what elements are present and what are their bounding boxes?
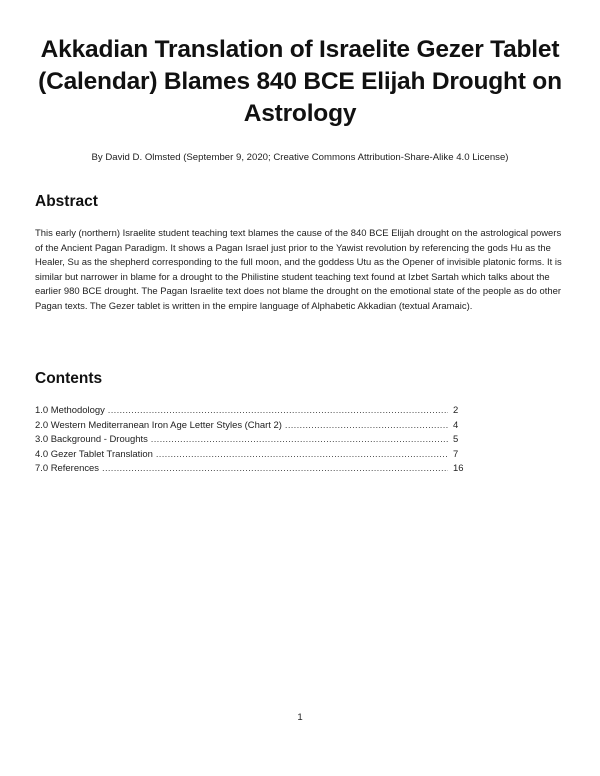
toc-dot-leader (285, 419, 448, 434)
toc-entry-methodology[interactable] (35, 404, 475, 419)
author-byline: By David D. Olmsted (September 9, 2020; Creative Commons Attribution-Share-Alike 4.0 License) (91, 152, 509, 163)
toc-entry-letter-styles[interactable] (35, 419, 475, 434)
page-number: 1 (297, 712, 303, 723)
toc-entry-page: 4 (453, 419, 459, 431)
toc-dot-leader (151, 433, 448, 448)
abstract-heading: Abstract (35, 193, 98, 210)
toc-entry-title: 3.0 Background - Droughts (35, 434, 148, 445)
contents-heading: Contents (35, 370, 103, 387)
toc-entry-page: 5 (453, 434, 459, 445)
toc-entry-gezer-translation[interactable] (35, 448, 475, 463)
toc-entry-page: 2 (453, 405, 459, 416)
toc-entry-page: 7 (453, 448, 459, 460)
toc-entry-title: 2.0 Western Mediterranean Iron Age Letter Styles (Chart 2) (35, 419, 282, 431)
toc-dot-leader (108, 404, 448, 419)
abstract-body: This early (northern) Israelite student teaching text blames the cause of the 840 BCE Elijah drought on the astrological powers of the Ancient Pagan Paradigm. It shows a Pagan Israel just prior to the Yawist revolution by referencing the gods Hu as the Healer, Su as the shepherd corresponding to the full moon, and the goddess Utu as the Opener of invisible platonic forms. It is similar but narrower in blame for a drought to the Philistine student teaching text found at Izbet Sartah which talks about the earlier 980 BCE drought. The Pagan Israelite text does not blame the drought on the emotional state of the people as do other Pagan texts. The Gezer tablet is written in the empire language of Alphabetic Akkadian (textual Aramaic). (35, 228, 562, 312)
toc-entry-title: 7.0 References (35, 463, 100, 474)
document-title: Akkadian Translation of Israelite Gezer Tablet (Calendar) Blames 840 BCE Elijah Drought on Astrology (38, 36, 562, 127)
toc-entry-page: 16 (453, 463, 464, 474)
toc-dot-leader (156, 448, 448, 463)
toc-dot-leader (102, 462, 448, 477)
toc-entry-title: 1.0 Methodology (35, 405, 105, 416)
table-of-contents (35, 404, 475, 477)
toc-entry-title: 4.0 Gezer Tablet Translation (35, 448, 153, 460)
toc-entry-references[interactable] (35, 462, 475, 477)
toc-entry-background-droughts[interactable] (35, 433, 475, 448)
